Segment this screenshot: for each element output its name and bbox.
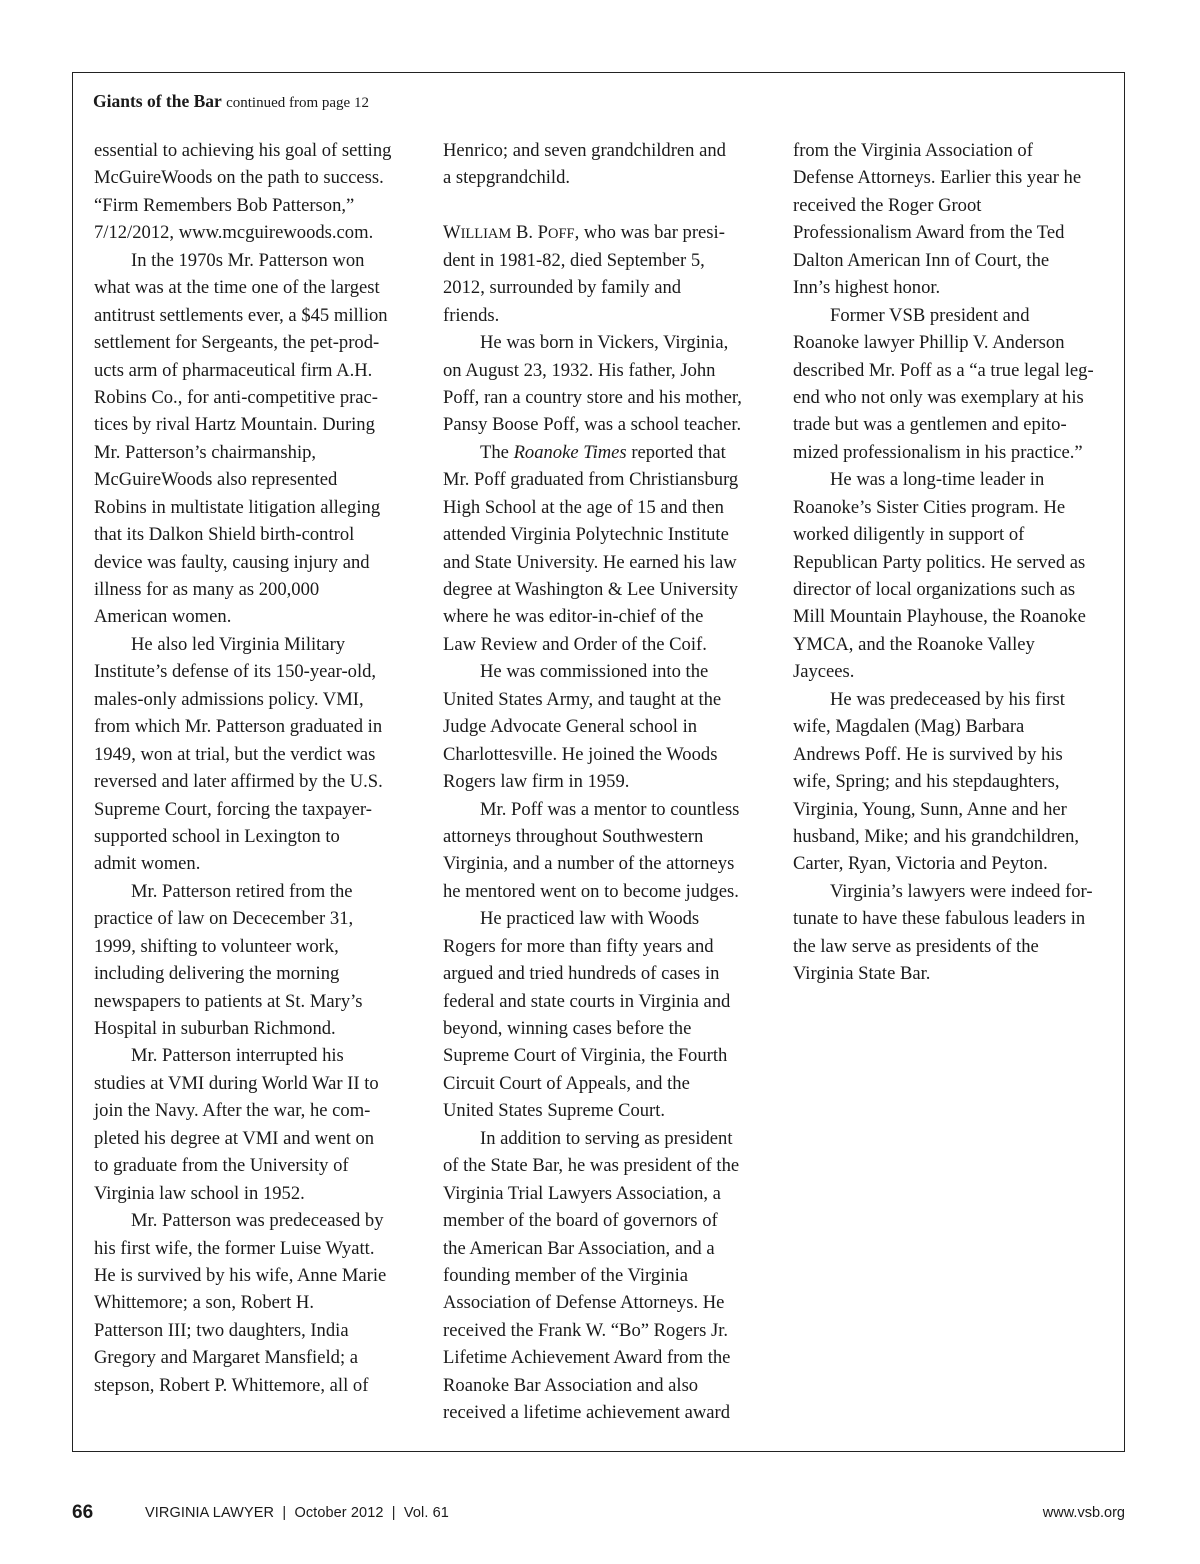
text-line: described Mr. Poff as a “a true legal leg-: [793, 359, 1094, 381]
text-line: from which Mr. Patterson graduated in: [94, 716, 383, 738]
text-line: In the 1970s Mr. Patterson won: [131, 249, 365, 271]
text-line: “Firm Remembers Bob Patterson,”: [94, 194, 355, 216]
text-line: admit women.: [94, 853, 201, 875]
text-line: Supreme Court of Virginia, the Fourth: [443, 1045, 728, 1067]
paragraph-gap: [443, 192, 763, 219]
text-line: a stepgrandchild.: [443, 167, 571, 189]
text-line: Institute’s defense of its 150-year-old,: [94, 661, 377, 683]
text-line: founding member of the Virginia: [443, 1264, 689, 1286]
text-line: director of local organizations such as: [793, 579, 1076, 600]
text-line: Mr. Patterson retired from the: [131, 880, 353, 902]
text-line: American women.: [94, 606, 232, 628]
text-line: He was predeceased by his first: [830, 688, 1065, 710]
text-line: Mr. Poff graduated from Christiansburg: [443, 469, 739, 491]
article-column-2: [443, 137, 763, 1427]
text-line: federal and state courts in Virginia and: [443, 990, 731, 1012]
text-line: and State University. He earned his law: [443, 551, 737, 573]
publication-name: Roanoke Times: [513, 441, 627, 463]
text-line: Inn’s highest honor.: [793, 277, 941, 299]
text-line: Roanoke Bar Association and also: [443, 1374, 699, 1396]
text-line: Circuit Court of Appeals, and the: [443, 1072, 690, 1094]
text-line: the law serve as presidents of the: [793, 935, 1039, 957]
running-header: [93, 91, 369, 112]
text-line: received a lifetime achievement award: [443, 1402, 731, 1424]
text-line: He practiced law with Woods: [480, 908, 700, 930]
text-line: 7/12/2012, www.mcguirewoods.com.: [94, 222, 374, 244]
text-line: tices by rival Hartz Mountain. During: [94, 414, 375, 436]
text-line: Pansy Boose Poff, was a school teacher.: [443, 414, 742, 436]
text-line: Virginia Trial Lawyers Association, a: [443, 1182, 721, 1204]
text-line: Gregory and Margaret Mansfield; a: [94, 1347, 359, 1369]
text-line: 2012, surrounded by family and: [443, 277, 682, 299]
continued-note: continued from page 12: [226, 95, 369, 111]
text-line: Professionalism Award from the Ted: [793, 222, 1065, 244]
text-line: newspapers to patients at St. Mary’s: [94, 990, 363, 1012]
text-line: Virginia law school in 1952.: [94, 1182, 305, 1204]
text-line: pleted his degree at VMI and went on: [94, 1127, 375, 1149]
text-line: Rogers law firm in 1959.: [443, 771, 630, 793]
text-line: United States Army, and taught at the: [443, 688, 722, 710]
text-line: dent in 1981-82, died September 5,: [443, 249, 705, 271]
text-line: degree at Washington & Lee University: [443, 579, 739, 600]
text-line: including delivering the morning: [94, 963, 340, 985]
text-line: Henrico; and seven grandchildren and: [443, 140, 726, 161]
text-line: ucts arm of pharmaceutical firm A.H.: [94, 359, 373, 381]
text-line: wife, Magdalen (Mag) Barbara: [793, 716, 1025, 738]
lead-text: , who was bar presi-: [574, 222, 725, 244]
text-line: Jaycees.: [793, 661, 855, 683]
text-run: The: [480, 441, 514, 463]
text-line: antitrust settlements ever, a $45 million: [94, 304, 388, 326]
text-line: Rogers for more than fifty years and: [443, 935, 714, 957]
text-line: Virginia, Young, Sunn, Anne and her: [793, 798, 1067, 820]
text-line: to graduate from the University of: [94, 1155, 349, 1177]
text-line: he mentored went on to become judges.: [443, 880, 739, 902]
publication-info: VIRGINIA LAWYER | October 2012 | Vol. 61: [145, 1505, 449, 1521]
text-line: his first wife, the former Luise Wyatt.: [94, 1237, 375, 1259]
text-line: reversed and later affirmed by the U.S.: [94, 771, 383, 793]
text-line: Mr. Patterson interrupted his: [131, 1045, 344, 1067]
name-initial: B. P: [511, 222, 549, 244]
text-line: Virginia’s lawyers were indeed for-: [830, 880, 1093, 902]
text-line: attended Virginia Polytechnic Institute: [443, 524, 729, 546]
text-line: received the Roger Groot: [793, 194, 982, 216]
text-line: 1999, shifting to volunteer work,: [94, 935, 339, 957]
text-line: He was a long-time leader in: [830, 469, 1045, 491]
text-line: Judge Advocate General school in: [443, 716, 698, 738]
text-line: settlement for Sergeants, the pet-prod-: [94, 332, 380, 354]
text-line: device was faulty, causing injury and: [94, 551, 370, 573]
text-line: Mr. Patterson’s chairmanship,: [94, 441, 317, 463]
text-line: In addition to serving as president: [480, 1127, 733, 1149]
text-line: studies at VMI during World War II to: [94, 1072, 379, 1094]
text-line: Defense Attorneys. Earlier this year he: [793, 167, 1082, 189]
text-line: join the Navy. After the war, he com-: [94, 1100, 371, 1122]
text-line: wife, Spring; and his stepdaughters,: [793, 771, 1060, 793]
name-smallcaps: ILLIAM: [460, 226, 512, 243]
page-footer: [72, 1502, 1125, 1526]
text-line: of the State Bar, he was president of the: [443, 1155, 740, 1177]
text-line: Charlottesville. He joined the Woods: [443, 743, 718, 765]
text-line: Lifetime Achievement Award from the: [443, 1347, 731, 1369]
text-line: husband, Mike; and his grandchildren,: [793, 825, 1080, 847]
text-line: Hospital in suburban Richmond.: [94, 1018, 336, 1039]
text-line: trade but was a gentlemen and epito-: [793, 414, 1067, 436]
text-line: worked diligently in support of: [793, 524, 1025, 546]
text-line: essential to achieving his goal of setting: [94, 140, 392, 161]
text-line: received the Frank W. “Bo” Rogers Jr.: [443, 1319, 729, 1341]
text-line: attorneys throughout Southwestern: [443, 825, 704, 847]
text-line: Republican Party politics. He served as: [793, 551, 1086, 573]
text-line: Roanoke lawyer Phillip V. Anderson: [793, 332, 1065, 354]
text-line: practice of law on Dececember 31,: [94, 908, 354, 930]
text-line: mized professionalism in his practice.”: [793, 441, 1083, 463]
text-line: stepson, Robert P. Whittemore, all of: [94, 1374, 369, 1396]
text-line: 1949, won at trial, but the verdict was: [94, 743, 376, 765]
text-line: He was commissioned into the: [480, 661, 709, 683]
text-line: Virginia, and a number of the attorneys: [443, 853, 735, 875]
text-line: friends.: [443, 304, 500, 326]
text-line: Mill Mountain Playhouse, the Roanoke: [793, 606, 1086, 628]
text-line: end who not only was exemplary at his: [793, 386, 1084, 408]
text-line: McGuireWoods also represented: [94, 469, 338, 491]
website-url: www.vsb.org: [1042, 1505, 1125, 1521]
obituary-lead-line: [443, 219, 763, 246]
text-line: on August 23, 1932. His father, John: [443, 359, 716, 381]
text-line: McGuireWoods on the path to success.: [94, 167, 384, 189]
text-line: Dalton American Inn of Court, the: [793, 249, 1050, 271]
text-line: He also led Virginia Military: [131, 633, 346, 655]
text-line: that its Dalkon Shield birth-control: [94, 524, 355, 546]
text-line: the American Bar Association, and a: [443, 1237, 715, 1259]
text-line: Patterson III; two daughters, India: [94, 1319, 349, 1341]
text-run: reported that: [626, 441, 726, 463]
article-column-3: [793, 137, 1113, 988]
text-line: argued and tried hundreds of cases in: [443, 963, 720, 985]
text-line: tunate to have these fabulous leaders in: [793, 908, 1086, 930]
text-line: Roanoke’s Sister Cities program. He: [793, 496, 1066, 518]
text-line: He is survived by his wife, Anne Marie: [94, 1264, 387, 1286]
text-line: beyond, winning cases before the: [443, 1018, 692, 1039]
text-line: Mr. Poff was a mentor to countless: [480, 798, 740, 820]
article-column-1: [94, 137, 414, 1399]
text-line: Carter, Ryan, Victoria and Peyton.: [793, 853, 1048, 875]
text-line: Robins Co., for anti-competitive prac-: [94, 386, 378, 408]
text-line: United States Supreme Court.: [443, 1100, 666, 1122]
text-line: YMCA, and the Roanoke Valley: [793, 633, 1035, 655]
text-line: Whittemore; a son, Robert H.: [94, 1292, 314, 1314]
text-line: Mr. Patterson was predeceased by: [131, 1210, 384, 1232]
text-line: supported school in Lexington to: [94, 825, 340, 847]
text-line: what was at the time one of the largest: [94, 277, 380, 299]
text-line: Robins in multistate litigation alleging: [94, 496, 381, 518]
text-line: Law Review and Order of the Coif.: [443, 633, 707, 655]
text-line: Former VSB president and: [830, 304, 1030, 326]
name-smallcaps: OFF: [548, 226, 575, 243]
text-line: where he was editor-in-chief of the: [443, 606, 704, 628]
text-line: Virginia State Bar.: [793, 963, 931, 985]
text-line: [443, 439, 763, 466]
text-line: from the Virginia Association of: [793, 140, 1033, 161]
text-line: males-only admissions policy. VMI,: [94, 688, 364, 710]
text-line: Supreme Court, forcing the taxpayer-: [94, 798, 372, 820]
name-initial: W: [443, 222, 461, 244]
text-line: Poff, ran a country store and his mother,: [443, 386, 742, 408]
page-number: 66: [72, 1502, 94, 1523]
text-line: member of the board of governors of: [443, 1210, 718, 1232]
text-line: Andrews Poff. He is survived by his: [793, 743, 1063, 765]
section-title: Giants of the Bar: [93, 91, 222, 111]
text-line: Association of Defense Attorneys. He: [443, 1292, 725, 1314]
text-line: High School at the age of 15 and then: [443, 496, 724, 518]
text-line: He was born in Vickers, Virginia,: [480, 332, 729, 354]
text-line: illness for as many as 200,000: [94, 579, 320, 600]
